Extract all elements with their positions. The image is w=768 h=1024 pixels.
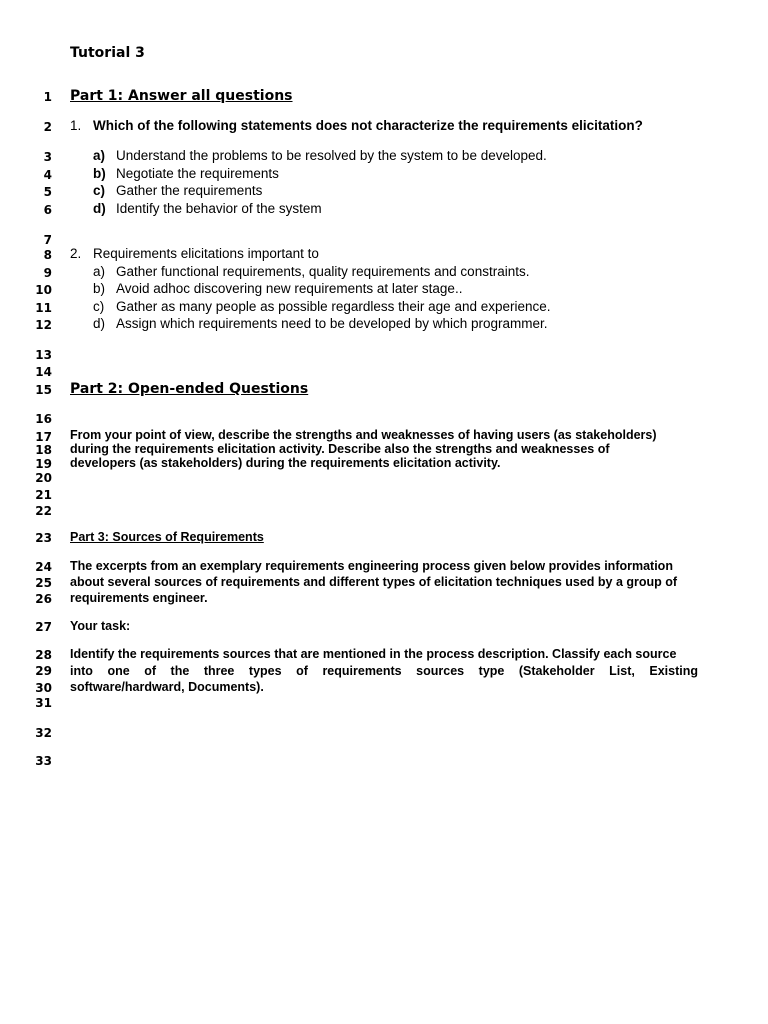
line-number: 4 [43, 168, 52, 182]
option-label: d) [93, 316, 106, 331]
option-label: a) [93, 148, 106, 163]
line-number: 30 [35, 681, 52, 695]
line-number: 22 [35, 504, 52, 518]
paragraph-line: Identify the requirements sources that are mentioned in the process description. Classify each source [70, 647, 677, 661]
q1-option-d [93, 201, 322, 217]
option-text: Gather as many people as possible regardless their age and experience. [116, 299, 551, 314]
line-number: 27 [35, 620, 52, 634]
option-label: c) [93, 183, 106, 198]
line-number: 24 [35, 560, 52, 574]
line-number: 7 [43, 233, 52, 247]
q1-option-c [93, 183, 262, 199]
line-number: 23 [35, 531, 52, 545]
paragraph-line: From your point of view, describe the strengths and weaknesses of having users (as stakeholders) [70, 428, 657, 442]
q2-option-c [93, 299, 551, 315]
paragraph-line: software/hardward, Documents). [70, 680, 264, 694]
line-number: 31 [35, 696, 52, 710]
option-label: b) [93, 281, 106, 296]
option-text: Gather the requirements [116, 183, 263, 198]
line-number: 25 [35, 576, 52, 590]
option-text: Negotiate the requirements [116, 166, 279, 181]
q1-option-b [93, 166, 279, 182]
option-label: b) [93, 166, 106, 181]
option-text: Gather functional requirements, quality requirements and constraints. [116, 264, 530, 279]
option-text: Assign which requirements need to be developed by which programmer. [116, 316, 548, 331]
line-number: 8 [43, 248, 52, 262]
line-number: 32 [35, 726, 52, 740]
line-number: 10 [35, 283, 52, 297]
paragraph-line: The excerpts from an exemplary requirements engineering process given below provides information [70, 559, 673, 573]
paragraph-line: requirements engineer. [70, 591, 208, 605]
line-number: 12 [35, 318, 52, 332]
part2-question [70, 428, 698, 470]
option-text: Identify the behavior of the system [116, 201, 322, 216]
line-number: 5 [43, 185, 52, 199]
paragraph-line: about several sources of requirements and different types of elicitation techniques used by a group of [70, 575, 678, 589]
paragraph-line: developers (as stakeholders) during the requirements elicitation activity. [70, 456, 501, 470]
line-number: 11 [35, 301, 52, 315]
question-2-number: 2. [70, 246, 82, 261]
line-number: 3 [43, 150, 52, 164]
q2-option-d [93, 316, 548, 332]
line-number: 18 [35, 443, 52, 457]
question-1-number: 1. [70, 118, 82, 133]
option-label: d) [93, 201, 106, 216]
line-number: 17 [35, 430, 52, 444]
line-number: 16 [35, 412, 52, 426]
option-label: a) [93, 264, 106, 279]
line-number: 9 [43, 266, 52, 280]
line-number: 21 [35, 488, 52, 502]
option-text: Avoid adhoc discovering new requirements at later stage.. [116, 281, 463, 296]
q2-option-a [93, 264, 529, 280]
part3-intro [70, 558, 698, 606]
question-2-text: Requirements elicitations important to [93, 246, 319, 261]
line-number: 19 [35, 457, 52, 471]
option-text: Understand the problems to be resolved by the system to be developed. [116, 148, 547, 163]
q1-option-a [93, 148, 547, 164]
question-2 [70, 246, 319, 262]
question-1 [70, 118, 643, 134]
line-number: 33 [35, 754, 52, 768]
line-number: 20 [35, 471, 52, 485]
line-number: 28 [35, 648, 52, 662]
task-label: Your task: [70, 619, 131, 633]
paragraph-line: into one of the three types of requirements sources type (Stakeholder List, Existing [70, 663, 698, 678]
line-number: 1 [43, 90, 52, 104]
part3-heading: Part 3: Sources of Requirements [70, 530, 264, 544]
part1-heading: Part 1: Answer all questions [70, 88, 293, 104]
line-number: 26 [35, 592, 52, 606]
line-number: 6 [43, 203, 52, 217]
line-number: 14 [35, 365, 52, 379]
option-label: c) [93, 299, 105, 314]
document-title: Tutorial 3 [70, 45, 145, 61]
line-number: 2 [43, 120, 52, 134]
part3-task [70, 646, 698, 696]
question-1-text: Which of the following statements does not characterize the requirements elicitation? [93, 118, 643, 133]
paragraph-line: during the requirements elicitation activity. Describe also the strengths and weaknesses of [70, 442, 610, 456]
line-number: 15 [35, 383, 52, 397]
q2-option-b [93, 281, 462, 297]
line-number: 13 [35, 348, 52, 362]
part2-heading: Part 2: Open-ended Questions [70, 381, 309, 397]
line-number: 29 [35, 664, 52, 678]
